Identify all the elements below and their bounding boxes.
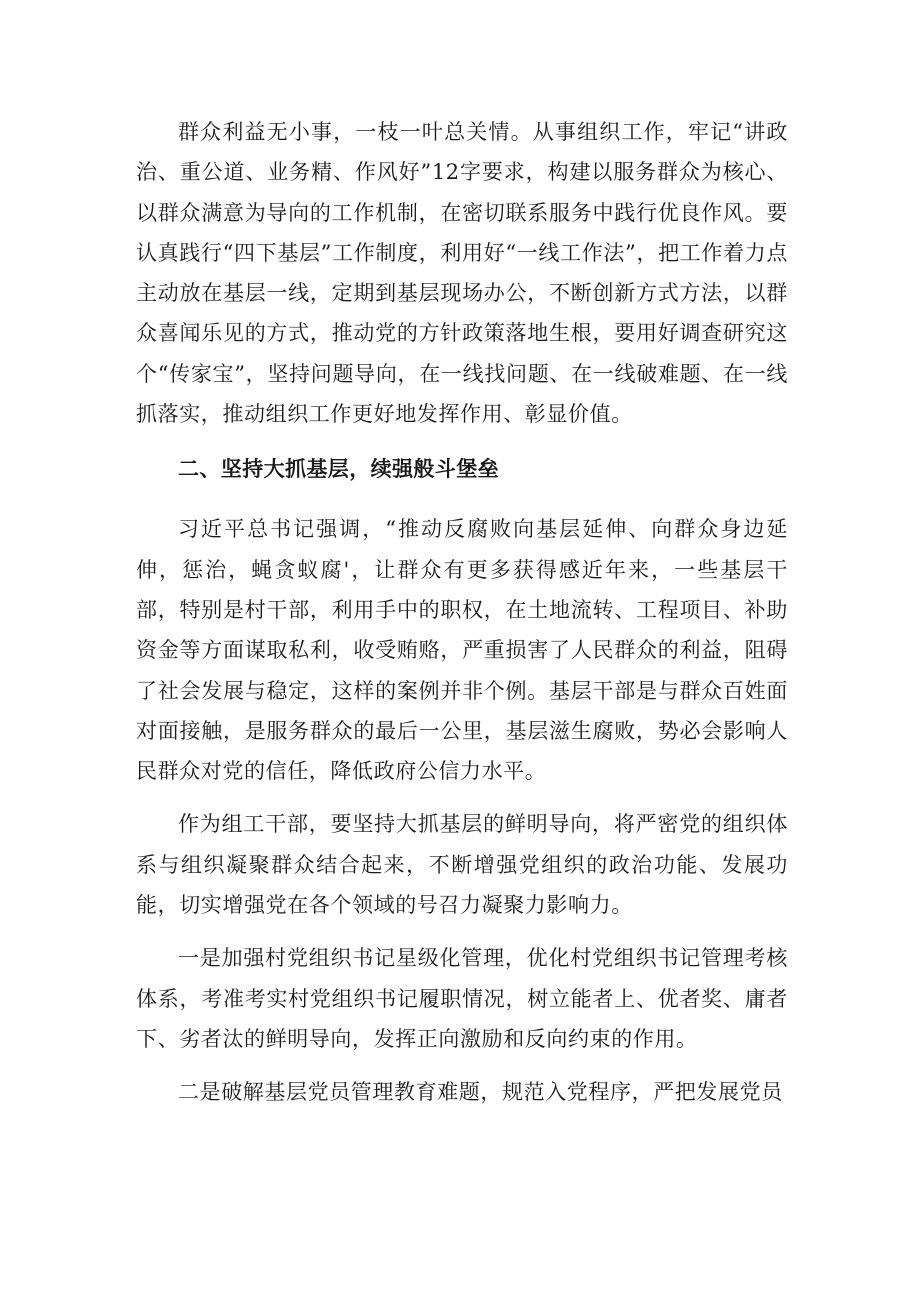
document-body [136, 112, 788, 1113]
paragraph: 二是破解基层党员管理教育难题，规范入党程序，严把发展党员 [178, 1080, 783, 1105]
paragraph: 作为组工干部，要坚持大抓基层的鲜明导向，将严密党的组织体系与组织凝聚群众结合起来，不断增强党组织的政治功能、发展功能，切实增强党在各个领域的号召力凝聚力影响力。 [136, 812, 788, 918]
paragraph: 一是加强村党组织书记星级化管理，优化村党组织书记管理考核体系，考准考实村党组织书记履职情况，树立能者上、优者奖、庸者下、劣者汰的鲜明导向，发挥正向激励和反向约束的作用。 [136, 946, 788, 1051]
paragraph: 群众利益无小事，一枝一叶总关情。从事组织工作，牢记“讲政治、重公道、业务精、作风好”12字要求，构建以服务群众为核心、以群众满意为导向的工作机制，在密切联系服务中践行优良作风。要认真践行“四下基层”工作制度，利用好“一线工作法”，把工作着力点主动放在基层一线，定期到基层现场办公，不断创新方式方法，以群众喜闻乐见的方式，推动党的方针政策落地生根，要用好调查研究这个“传家宝”，坚持问题导向，在一线找问题、在一线破难题、在一线抓落实，推动组织工作更好地发挥作用、彰显价值。 [136, 120, 788, 427]
paragraph: 习近平总书记强调，“推动反腐败向基层延伸、向群众身边延伸，惩治，蝇贪蚁腐'，让群众有更多获得感近年来，一些基层干部，特别是村干部，利用手中的职权，在土地流转、工程项目、补助资金等方面谋取私利，收受贿赂，严重损害了人民群众的利益，阻碍了社会发展与稳定，这样的案例并非个例。基层干部是与群众百姓面对面接触，是服务群众的最后一公里，基层滋生腐败，势必会影响人民群众对党的信任，降低政府公信力水平。 [136, 517, 788, 784]
section-heading: 二、坚持大抓基层，续强般斗堡垒 [178, 457, 499, 482]
